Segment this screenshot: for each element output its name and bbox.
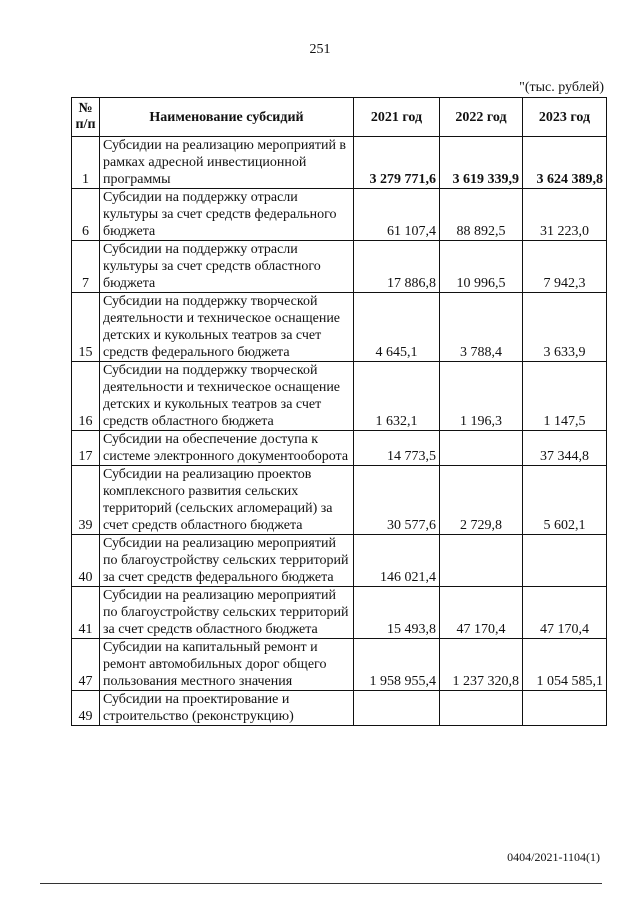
row-2023: 3 633,9 (523, 293, 607, 362)
row-2023: 47 170,4 (523, 587, 607, 639)
table-row (72, 362, 607, 431)
row-num: 7 (72, 241, 100, 293)
row-2021: 14 773,5 (354, 431, 440, 466)
row-2021: 61 107,4 (354, 189, 440, 241)
row-num: 49 (72, 691, 100, 726)
row-2023: 1 054 585,1 (523, 639, 607, 691)
header-num: № п/п (72, 98, 100, 137)
row-2021: 15 493,8 (354, 587, 440, 639)
row-2023: 7 942,3 (523, 241, 607, 293)
row-name: Субсидии на капитальный ремонт и ремонт автомобильных дорог общего пользования местного значения (100, 639, 354, 691)
row-2021 (354, 691, 440, 726)
row-name: Субсидии на реализацию мероприятий в рамках адресной инвестиционной программы (100, 137, 354, 189)
table-row (72, 535, 607, 587)
table-row (72, 587, 607, 639)
row-num: 6 (72, 189, 100, 241)
row-2023: 3 624 389,8 (523, 137, 607, 189)
header-2022: 2022 год (440, 98, 523, 137)
row-2023 (523, 691, 607, 726)
row-name: Субсидии на проектирование и строительство (реконструкцию) (100, 691, 354, 726)
units-label: "(тыс. рублей) (519, 80, 604, 95)
document-code: 0404/2021-1104(1) (507, 850, 600, 864)
table-row (72, 466, 607, 535)
row-2023: 37 344,8 (523, 431, 607, 466)
row-2022: 88 892,5 (440, 189, 523, 241)
row-2023: 5 602,1 (523, 466, 607, 535)
row-num: 17 (72, 431, 100, 466)
row-2022: 10 996,5 (440, 241, 523, 293)
table-row (72, 431, 607, 466)
row-2021: 30 577,6 (354, 466, 440, 535)
table-row (72, 137, 607, 189)
page-number: 251 (309, 42, 331, 57)
row-2022: 3 788,4 (440, 293, 523, 362)
row-num: 15 (72, 293, 100, 362)
row-num: 41 (72, 587, 100, 639)
table-row (72, 241, 607, 293)
row-2022 (440, 431, 523, 466)
row-2021: 1 632,1 (354, 362, 440, 431)
row-2022: 3 619 339,9 (440, 137, 523, 189)
row-2023: 31 223,0 (523, 189, 607, 241)
row-num: 40 (72, 535, 100, 587)
row-name: Субсидии на поддержку творческой деятельности и техническое оснащение детских и кукольных театров за счет средств федерального бюджета (100, 293, 354, 362)
bottom-divider (40, 883, 602, 884)
row-name: Субсидии на обеспечение доступа к системе электронного документооборота (100, 431, 354, 466)
row-2022: 1 237 320,8 (440, 639, 523, 691)
row-num: 39 (72, 466, 100, 535)
row-2023 (523, 535, 607, 587)
table-row (72, 189, 607, 241)
row-2022: 1 196,3 (440, 362, 523, 431)
row-name: Субсидии на поддержку отрасли культуры за счет средств федерального бюджета (100, 189, 354, 241)
row-2021: 17 886,8 (354, 241, 440, 293)
row-2021: 3 279 771,6 (354, 137, 440, 189)
row-name: Субсидии на поддержку отрасли культуры за счет средств областного бюджета (100, 241, 354, 293)
row-2023: 1 147,5 (523, 362, 607, 431)
row-name: Субсидии на реализацию мероприятий по благоустройству сельских территорий за счет средств областного бюджета (100, 587, 354, 639)
row-name: Субсидии на поддержку творческой деятельности и техническое оснащение детских и кукольных театров за счет средств областного бюджета (100, 362, 354, 431)
header-2023: 2023 год (523, 98, 607, 137)
row-num: 1 (72, 137, 100, 189)
row-2021: 1 958 955,4 (354, 639, 440, 691)
row-2022 (440, 535, 523, 587)
row-name: Субсидии на реализацию мероприятий по благоустройству сельских территорий за счет средств федерального бюджета (100, 535, 354, 587)
row-2021: 4 645,1 (354, 293, 440, 362)
header-2021: 2021 год (354, 98, 440, 137)
table-row (72, 293, 607, 362)
row-num: 16 (72, 362, 100, 431)
row-2022: 47 170,4 (440, 587, 523, 639)
row-2022: 2 729,8 (440, 466, 523, 535)
table-header-row (72, 98, 607, 137)
subsidies-table (71, 97, 607, 726)
table-row (72, 639, 607, 691)
row-2022 (440, 691, 523, 726)
row-2021: 146 021,4 (354, 535, 440, 587)
table-row (72, 691, 607, 726)
row-num: 47 (72, 639, 100, 691)
header-name: Наименование субсидий (100, 98, 354, 137)
row-name: Субсидии на реализацию проектов комплексного развития сельских территорий (сельских агломераций) за счет средств областного бюджета (100, 466, 354, 535)
